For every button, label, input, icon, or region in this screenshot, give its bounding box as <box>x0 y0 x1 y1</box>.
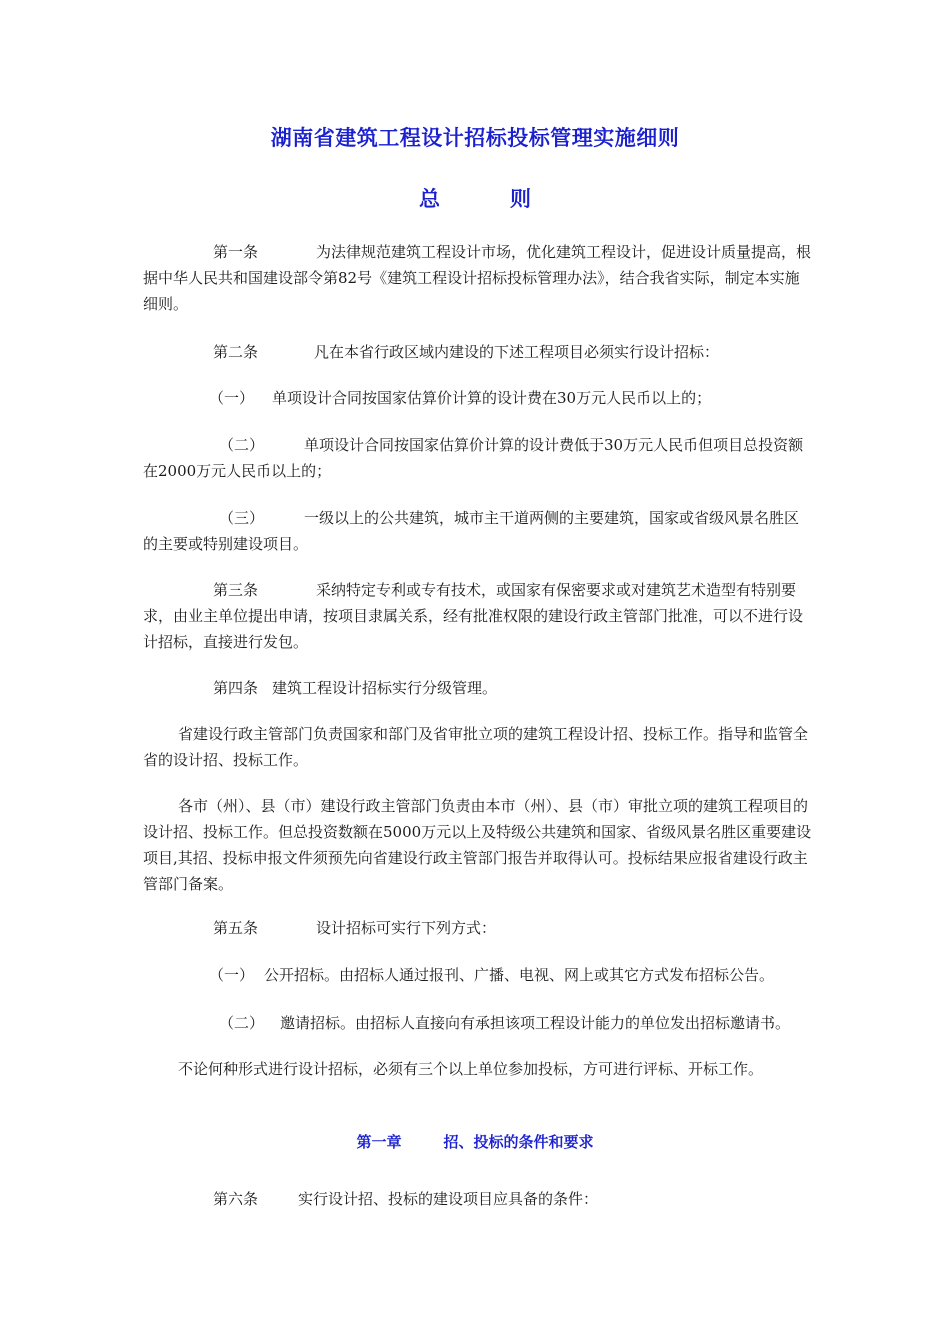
paragraph-text: 设计招标可实行下列方式： <box>316 919 497 937</box>
paragraph-text: 一级以上的公共建筑，城市主干道两侧的主要建筑，国家或省级风景名胜区的主要或特别建设项目。 <box>143 509 800 553</box>
section-heading-right: 则 <box>510 186 531 211</box>
paragraph-text: 凡在本省行政区域内建设的下述工程项目必须实行设计招标： <box>314 343 720 361</box>
paragraph-article-6 <box>143 1186 813 1212</box>
paragraph-article-3 <box>143 577 813 655</box>
item-label: （一） <box>209 966 255 984</box>
section-heading <box>0 183 950 213</box>
article-label: 第三条 <box>213 581 259 599</box>
item-label: （二） <box>219 436 265 454</box>
article-label: 第四条 <box>213 679 259 697</box>
paragraph-text: 邀请招标。由招标人直接向有承担该项工程设计能力的单位发出招标邀请书。 <box>280 1014 791 1032</box>
paragraph-article-2 <box>143 339 813 365</box>
paragraph-text: 单项设计合同按国家估算价计算的设计费低于30万元人民币但项目总投资额在2000万元人民币以上的； <box>143 436 804 480</box>
chapter-number: 第一章 <box>356 1133 402 1151</box>
item-label: （一） <box>209 389 255 407</box>
chapter-title: 招、投标的条件和要求 <box>443 1133 594 1151</box>
article-label: 第五条 <box>213 919 259 937</box>
paragraph-text: 不论何种形式进行设计招标，必须有三个以上单位参加投标，方可进行评标、开标工作。 <box>178 1060 764 1078</box>
paragraph-minimum-bidders <box>143 1056 813 1082</box>
paragraph-city-county-duties <box>143 793 813 897</box>
paragraph-method-1 <box>143 962 813 988</box>
paragraph-article-5 <box>143 915 813 941</box>
paragraph-item-1 <box>143 385 813 411</box>
paragraph-text: 省建设行政主管部门负责国家和部门及省审批立项的建筑工程设计招、投标工作。指导和监管全省的设计招、投标工作。 <box>143 725 809 769</box>
paragraph-text: 建筑工程设计招标实行分级管理。 <box>272 679 498 697</box>
paragraph-text: 单项设计合同按国家估算价计算的设计费在30万元人民币以上的； <box>272 389 712 407</box>
article-label: 第一条 <box>213 243 259 261</box>
paragraph-method-2 <box>143 1010 813 1036</box>
item-label: （三） <box>219 509 265 527</box>
paragraph-provincial-duties <box>143 721 813 773</box>
paragraph-text: 实行设计招、投标的建设项目应具备的条件： <box>298 1190 599 1208</box>
chapter-heading <box>0 1131 950 1152</box>
article-label: 第二条 <box>213 343 259 361</box>
paragraph-text: 采纳特定专利或专有技术，或国家有保密要求或对建筑艺术造型有特别要求，由业主单位提出申请，按项目隶属关系，经有批准权限的建设行政主管部门批准，可以不进行设计招标，直接进行发包。 <box>143 581 804 651</box>
paragraph-text: 各市（州）、县（市）建设行政主管部门负责由本市（州）、县（市）审批立项的建筑工程项目的设计招、投标工作。但总投资数额在5000万元以上及特级公共建筑和国家、省级风景名胜区重要建设项目,其招、投标申报文件须预先向省建设行政主管部门报告并取得认可。投标结果应报省建设行政主管部门备案。 <box>143 797 812 893</box>
article-label: 第六条 <box>213 1190 259 1208</box>
paragraph-item-2 <box>143 432 813 484</box>
paragraph-item-3 <box>143 505 813 557</box>
paragraph-text: 公开招标。由招标人通过报刊、广播、电视、网上或其它方式发布招标公告。 <box>264 966 775 984</box>
item-label: （二） <box>219 1014 265 1032</box>
section-heading-left: 总 <box>419 186 440 211</box>
paragraph-text: 为法律规范建筑工程设计市场，优化建筑工程设计，促进设计质量提高，根据中华人民共和国建设部令第82号《建筑工程设计招标投标管理办法》，结合我省实际，制定本实施细则。 <box>143 243 812 313</box>
document-title: 湖南省建筑工程设计招标投标管理实施细则 <box>270 125 680 150</box>
paragraph-article-4 <box>143 675 813 701</box>
paragraph-article-1 <box>143 239 813 317</box>
